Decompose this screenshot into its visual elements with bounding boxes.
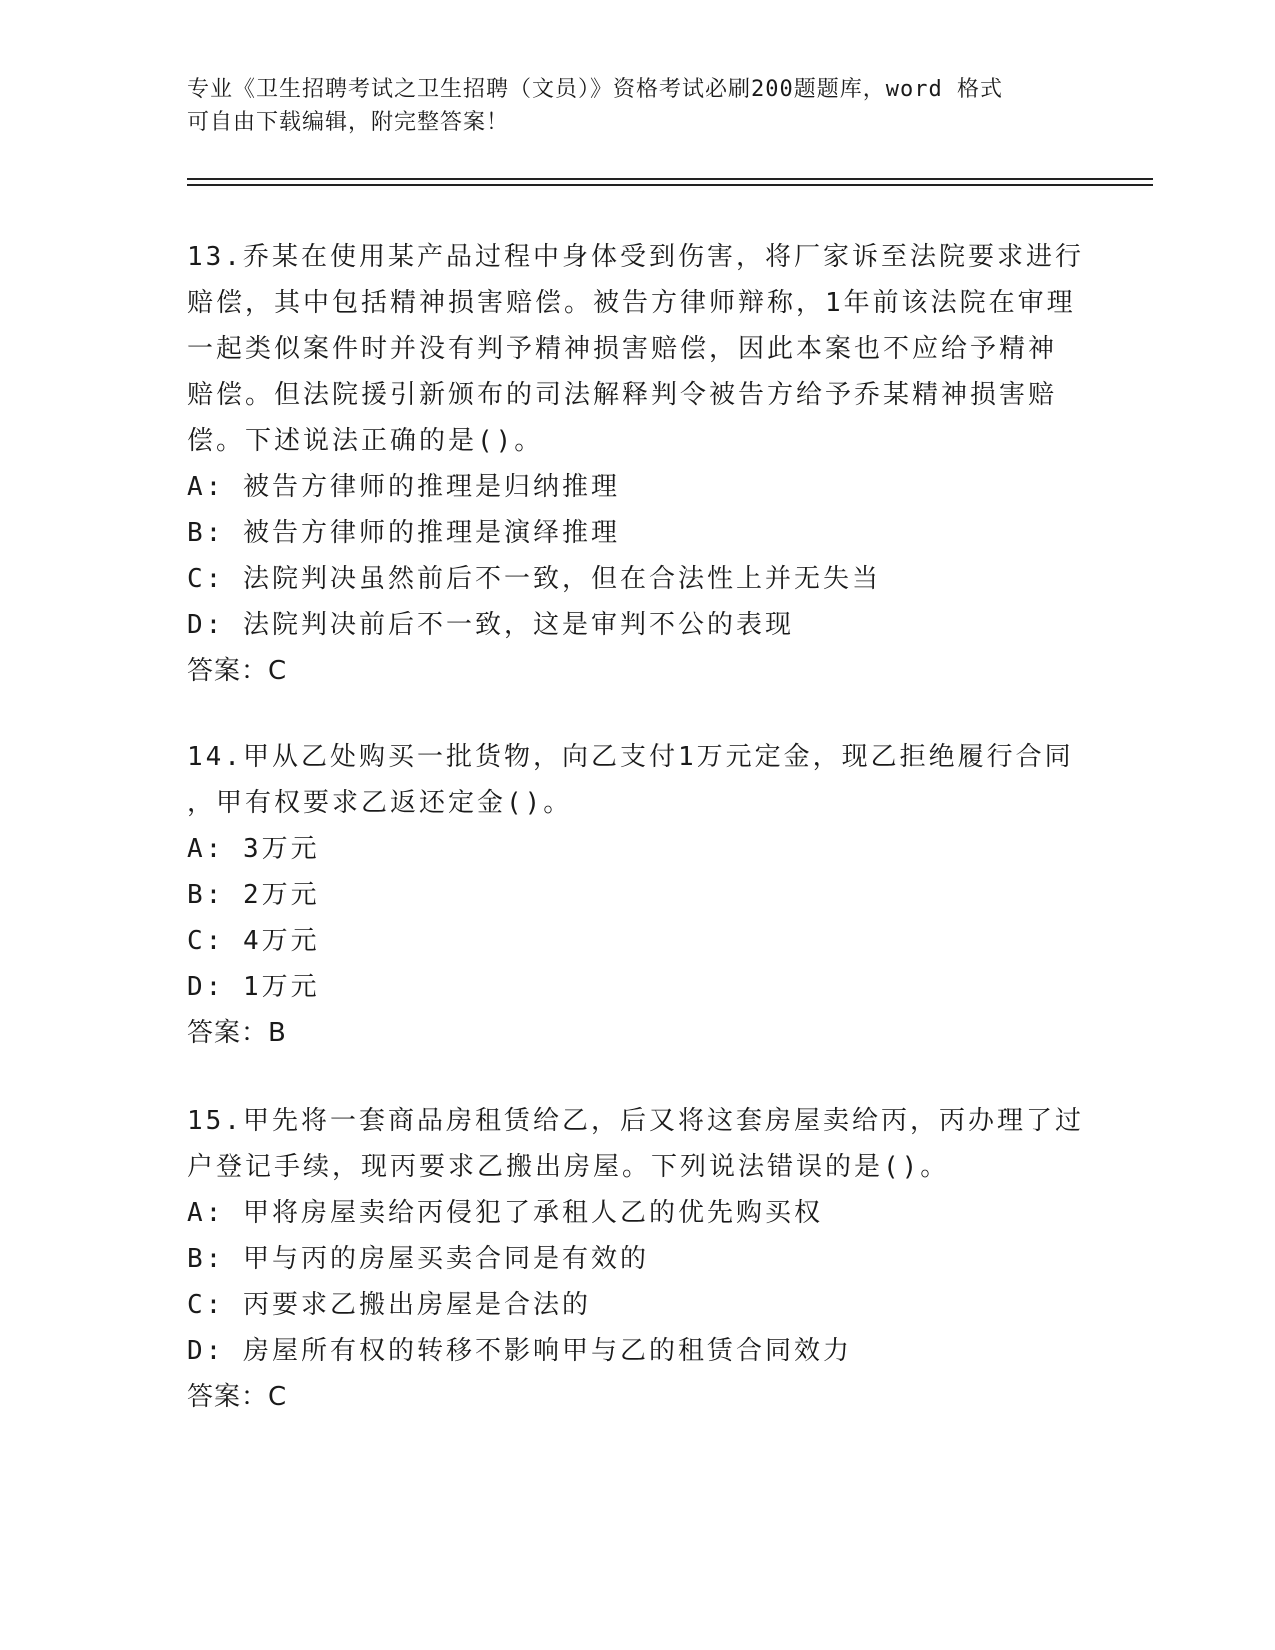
question-stem-line: ，甲有权要求乙返还定金()。 — [187, 788, 573, 818]
question-13 — [187, 234, 1087, 694]
answer-label: 答案：B — [187, 1018, 287, 1048]
header-line-2: 可自由下载编辑，附完整答案！ — [187, 110, 510, 135]
answer-label: 答案：C — [187, 1382, 288, 1412]
option-b: B: 2万元 — [187, 880, 320, 910]
question-15 — [187, 1098, 1087, 1420]
header-divider-bottom — [187, 184, 1153, 186]
option-a: A: 被告方律师的推理是归纳推理 — [187, 472, 620, 502]
question-stem-line: 14.甲从乙处购买一批货物，向乙支付1万元定金，现乙拒绝履行合同 — [187, 742, 1074, 772]
option-b: B: 甲与丙的房屋买卖合同是有效的 — [187, 1244, 649, 1274]
question-stem-line: 赔偿。但法院援引新颁布的司法解释判令被告方给予乔某精神损害赔 — [187, 380, 1058, 410]
question-stem-line: 15.甲先将一套商品房租赁给乙，后又将这套房屋卖给丙，丙办理了过 — [187, 1106, 1084, 1136]
option-a: A: 3万元 — [187, 834, 320, 864]
option-a: A: 甲将房屋卖给丙侵犯了承租人乙的优先购买权 — [187, 1198, 823, 1228]
option-b: B: 被告方律师的推理是演绎推理 — [187, 518, 620, 548]
question-stem-line: 偿。下述说法正确的是()。 — [187, 426, 544, 456]
option-d: D: 法院判决前后不一致，这是审判不公的表现 — [187, 610, 794, 640]
question-14 — [187, 734, 1087, 1056]
header-line-1: 专业《卫生招聘考试之卫生招聘（文员）》资格考试必刷200题题库，word 格式 — [187, 77, 1003, 102]
question-stem-line: 赔偿，其中包括精神损害赔偿。被告方律师辩称，1年前该法院在审理 — [187, 288, 1076, 318]
option-c: C: 丙要求乙搬出房屋是合法的 — [187, 1290, 591, 1320]
option-d: D: 1万元 — [187, 972, 320, 1002]
answer-label: 答案：C — [187, 656, 288, 686]
option-d: D: 房屋所有权的转移不影响甲与乙的租赁合同效力 — [187, 1336, 852, 1366]
option-c: C: 4万元 — [187, 926, 320, 956]
header-divider-top — [187, 178, 1153, 180]
question-stem-line: 一起类似案件时并没有判予精神损害赔偿，因此本案也不应给予精神 — [187, 334, 1058, 364]
question-stem-line: 户登记手续，现丙要求乙搬出房屋。下列说法错误的是()。 — [187, 1152, 950, 1182]
question-stem-line: 13.乔某在使用某产品过程中身体受到伤害，将厂家诉至法院要求进行 — [187, 242, 1084, 272]
option-c: C: 法院判决虽然前后不一致，但在合法性上并无失当 — [187, 564, 881, 594]
document-header — [187, 73, 1067, 139]
